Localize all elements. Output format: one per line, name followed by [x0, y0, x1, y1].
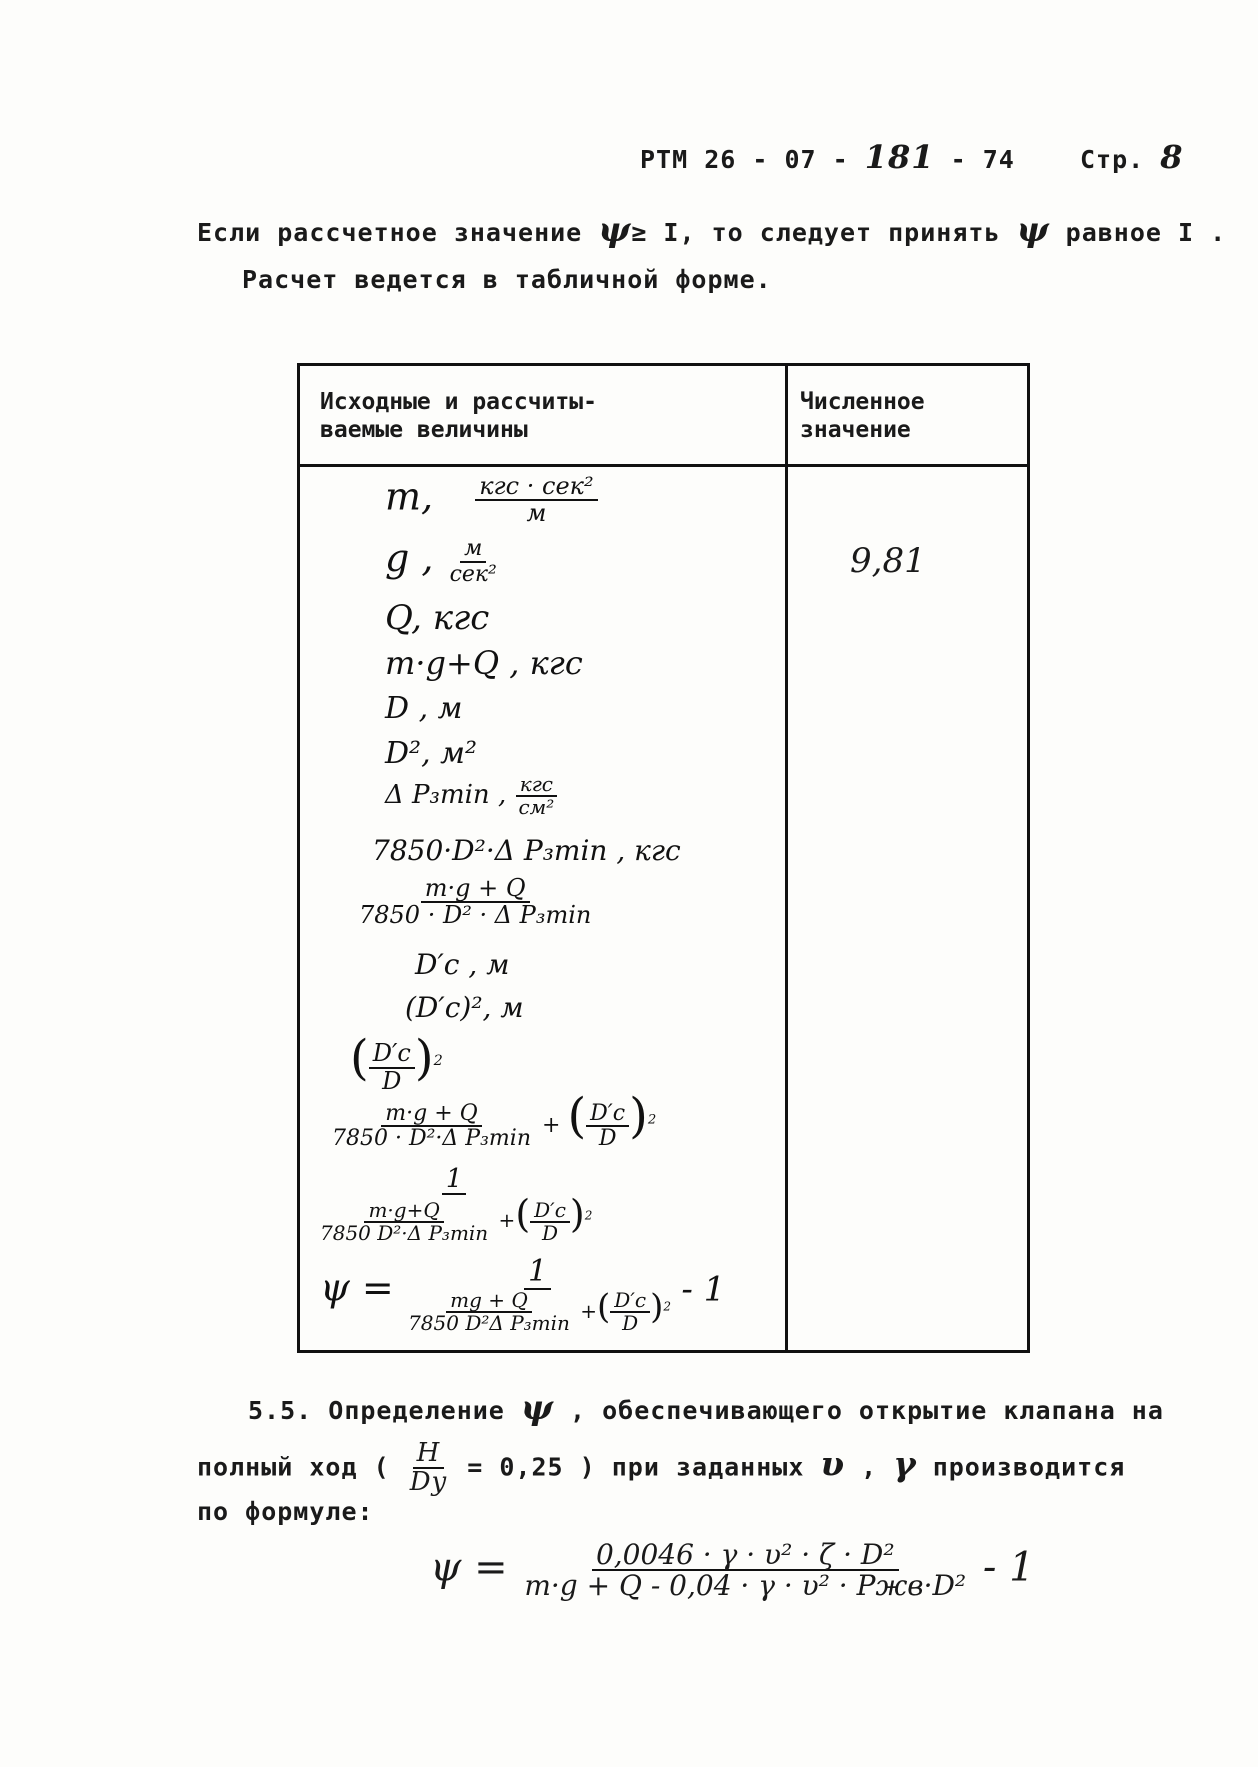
unit-den: см² [518, 795, 555, 819]
inner-den: 7850 D²·Δ P₃min [320, 1220, 489, 1245]
dc-den: D [598, 1126, 617, 1151]
unit-num: кгс · сек² [475, 474, 597, 501]
formula-den: m·g + Q - 0,04 · γ · υ² · P̄жв·D² [524, 1569, 967, 1603]
intro-line-1 [197, 210, 1226, 250]
psi-formula [430, 1540, 1035, 1601]
psi-symbol-2: ψ [1016, 210, 1050, 250]
doc-code-prefix: РТМ 26 - 07 - [640, 145, 849, 174]
row-Dc2: (D′c)², м [405, 991, 524, 1024]
row-sum: $\frac{m\cdot g + Q}{\text{7850 · D²·Δ P₃min}}$ + ( $\frac{D'c}{D}$ )$^2$ [328, 1088, 656, 1150]
section-number: 5.5. [248, 1396, 313, 1425]
row-D2: D², м² [385, 736, 478, 771]
psi-minus: - 1 [681, 1269, 726, 1310]
row-D: D , м [385, 691, 463, 726]
doc-code-suffix: - 74 [950, 145, 1015, 174]
row-Dc: D′c , м [415, 948, 510, 981]
section-line-1 [248, 1388, 1164, 1428]
calculation-table [297, 363, 1030, 1353]
inverse-num: 1 [442, 1166, 467, 1195]
section-text-b: , обеспечивающего открытие клапана на [570, 1396, 1164, 1425]
psi-inner-den: 7850 D²Δ P₃min [408, 1311, 570, 1335]
row-mgQ: m·g+Q , кгс [385, 644, 583, 682]
psi-inner-num: mg + Q [446, 1290, 532, 1313]
ratio-fraction [355, 876, 595, 928]
value-g: 9,81 [850, 541, 926, 581]
unit-den: м [526, 499, 547, 528]
formula-fraction [520, 1540, 970, 1601]
section-line2-c: производится [932, 1452, 1126, 1482]
page-number [1080, 138, 1184, 176]
v-symbol: υ [820, 1444, 846, 1485]
formula-tail: - 1 [982, 1544, 1035, 1591]
ratio-num: m·g + Q [421, 876, 530, 903]
dc-den: D [542, 1220, 559, 1245]
intro-text-c: равное I . [1065, 218, 1227, 247]
sum-den: 7850 · D²·Δ P₃min [332, 1126, 531, 1151]
section-line-3: по формуле: [197, 1497, 374, 1526]
section-line2-a: полный ход ( [197, 1452, 390, 1482]
section-text-a: Определение [328, 1396, 505, 1425]
unit-fraction [475, 474, 597, 526]
row-psi [320, 1256, 725, 1334]
intro-text-b: ≥ I, то следует принять [631, 218, 1001, 247]
psi-den: $\frac{mg + Q}{\text{7850 D²Δ P₃min}}$ +( $\frac{D'c}{D}$ )$^2$ [400, 1290, 675, 1335]
unit-fraction [514, 774, 558, 818]
row-dP: Δ P₃min , $\frac{\text{кгс}}{\text{см²}}$ [385, 774, 558, 818]
inner-dc [530, 1197, 570, 1245]
intro-text-a: Если рассчетное значение [197, 218, 583, 247]
plus-sign: + [542, 1113, 561, 1138]
dy-den: Dy [409, 1467, 448, 1498]
unit-num: м [460, 537, 486, 562]
psi-symbol-3: ψ [520, 1388, 554, 1428]
row-DcD2: ( $\frac{D'c}{D}$ )$^2$ [350, 1030, 443, 1095]
inverse-den: $\frac{m\cdot g+Q}{\text{7850 D²·Δ P₃min}}$ +( $\frac{D'c}{D}$ )$^2$ [312, 1195, 596, 1244]
intro-line-2: Расчет ведется в табличной форме. [242, 265, 772, 294]
doc-number: 181 [864, 138, 935, 176]
row-expr: g [385, 536, 410, 580]
row-ratio [355, 876, 595, 928]
section-line-2: полный ход ( $\frac{H}{Dy}$ = 0,25 ) при заданных υ , γ производится [197, 1438, 1126, 1498]
unit-den: сек² [449, 561, 497, 587]
inverse-fraction [312, 1166, 596, 1244]
sum-num: m·g + Q [381, 1102, 481, 1127]
dc-num: D′c [610, 1290, 650, 1313]
psi-inner [404, 1290, 574, 1334]
row-expr: m [385, 474, 422, 519]
inner-fraction [316, 1197, 492, 1245]
psi-symbol: ψ [598, 210, 632, 250]
h-num: H [413, 1440, 445, 1469]
table-header-divider [300, 464, 1027, 467]
unit-num: кгс [516, 774, 557, 797]
doc-code [640, 138, 1015, 176]
row-Q: Q, кгс [385, 598, 490, 638]
inner-num: m·g+Q [364, 1200, 443, 1223]
dc-num: D′c [530, 1200, 570, 1223]
page-label: Стр. [1080, 145, 1145, 174]
psi-fraction [400, 1256, 675, 1334]
col2-header: Численное значение [800, 389, 925, 443]
sum-fraction-2 [586, 1102, 629, 1150]
dc-num: D′c [369, 1041, 415, 1068]
row-expr: Δ P₃min [385, 780, 490, 810]
dc-d-fraction [369, 1041, 415, 1093]
dc-den: D [382, 1066, 402, 1095]
gamma-symbol: γ [893, 1444, 917, 1485]
row-7850: 7850·D²·Δ P₃min , кгс [372, 834, 681, 867]
row-m: m, $\frac{\text{кгс · сек²}}{м}$ [385, 474, 598, 526]
col1-header: Исходные и рассчиты- ваемые величины [320, 389, 597, 443]
dc-num: D′c [586, 1102, 629, 1127]
h-dy-fraction [406, 1440, 452, 1497]
psi-num: 1 [524, 1256, 551, 1290]
unit-fraction [446, 537, 501, 585]
row-g: g , $\frac{м}{\text{сек²}}$ [385, 536, 501, 586]
row-inverse [312, 1166, 596, 1244]
section-line2-b: = 0,25 ) при заданных [467, 1452, 805, 1482]
sum-fraction-1 [328, 1102, 535, 1150]
formula-lhs: ψ = [430, 1544, 508, 1591]
psi-lhs: ψ = [320, 1265, 394, 1310]
formula-num: 0,0046 · γ · υ² · ζ · D² [592, 1540, 899, 1571]
psi-dc [610, 1290, 650, 1334]
ratio-den: 7850 · D² · Δ P₃min [359, 901, 592, 930]
page-number-value: 8 [1160, 138, 1184, 176]
dc-den: D [622, 1311, 639, 1335]
table-column-divider [785, 366, 788, 1350]
